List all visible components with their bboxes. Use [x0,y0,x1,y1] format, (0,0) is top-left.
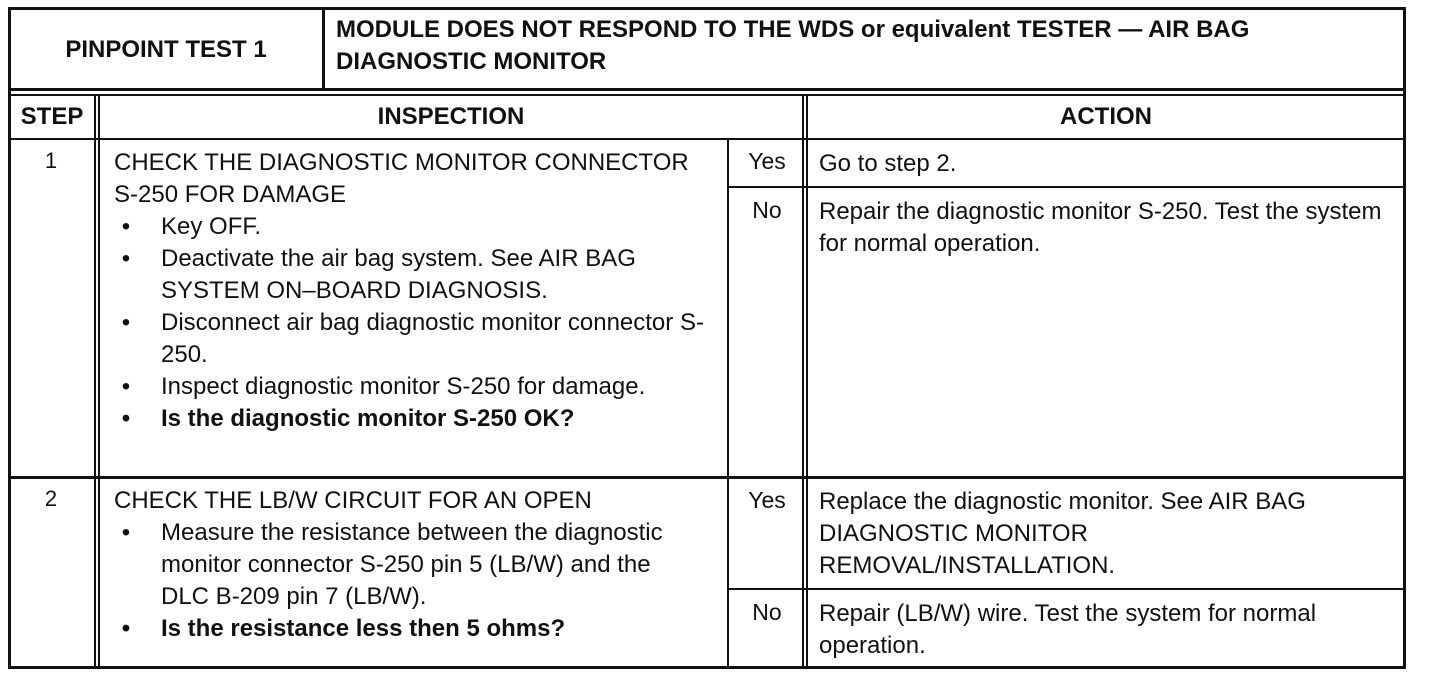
header-divider [322,7,325,91]
action-column-heading: ACTION [1060,103,1152,130]
item-text: Is the diagnostic monitor S-250 OK? [161,405,575,432]
bullet-icon: • [121,373,131,400]
step-col-rule [94,94,96,669]
step-divider [8,476,1406,479]
bullet-icon: • [121,405,131,432]
list-item [114,517,704,613]
list-item [114,371,719,403]
item-text: Disconnect air bag diagnostic monitor connector S-250. [161,309,704,368]
bullet-icon: • [121,519,131,546]
step-column-heading: STEP [20,103,84,130]
step-number: 2 [44,486,58,511]
step-col-rule-2 [98,94,100,669]
step-title: CHECK THE LB/W CIRCUIT FOR AN OPEN [114,487,592,514]
step-2-inspection [114,485,704,645]
step-1-inspection [114,147,719,435]
bullet-icon: • [121,213,131,240]
answer-no: No [752,599,782,625]
item-text: Inspect diagnostic monitor S-250 for damage. [161,373,646,400]
list-item-question [114,403,719,435]
bullet-icon: • [121,615,131,642]
step-number: 1 [44,148,58,173]
test-title: MODULE DOES NOT RESPOND TO THE WDS or equivalent TESTER — AIR BAG DIAGNOSTIC MONITOR [336,16,1250,75]
answer-yes: Yes [748,487,786,513]
bullet-icon: • [121,309,131,336]
list-item [114,211,719,243]
action-col-rule [802,94,804,669]
bullet-icon: • [121,245,131,272]
list-item [114,307,719,371]
step-2-items [114,517,704,645]
step1-yn-rule [727,186,1406,188]
answer-no: No [752,197,782,223]
step2-yn-rule [727,588,1406,590]
list-item [114,243,719,307]
column-head-rule [8,138,1406,140]
action-text: Go to step 2. [819,150,957,177]
step-1-items [114,211,719,435]
item-text: Deactivate the air bag system. See AIR BAG SYSTEM ON–BOARD DIAGNOSIS. [161,245,636,304]
item-text: Measure the resistance between the diagnostic monitor connector S-250 pin 5 (LB/W) and the DLC B-209 pin 7 (LB/W). [161,519,663,610]
test-label: PINPOINT TEST 1 [65,36,267,63]
action-text: Repair the diagnostic monitor S-250. Test the system for normal operation. [819,198,1382,257]
action-text: Repair (LB/W) wire. Test the system for normal operation. [819,600,1317,659]
answer-yes: Yes [748,148,786,174]
inspection-column-heading: INSPECTION [377,103,525,130]
action-text: Replace the diagnostic monitor. See AIR BAG DIAGNOSTIC MONITOR REMOVAL/INSTALLATION. [819,488,1306,579]
item-text: Is the resistance less then 5 ohms? [161,615,566,642]
action-col-rule-2 [806,94,808,669]
list-item-question [114,613,704,645]
item-text: Key OFF. [161,213,262,240]
step-title: CHECK THE DIAGNOSTIC MONITOR CONNECTOR S-250 FOR DAMAGE [114,149,689,208]
